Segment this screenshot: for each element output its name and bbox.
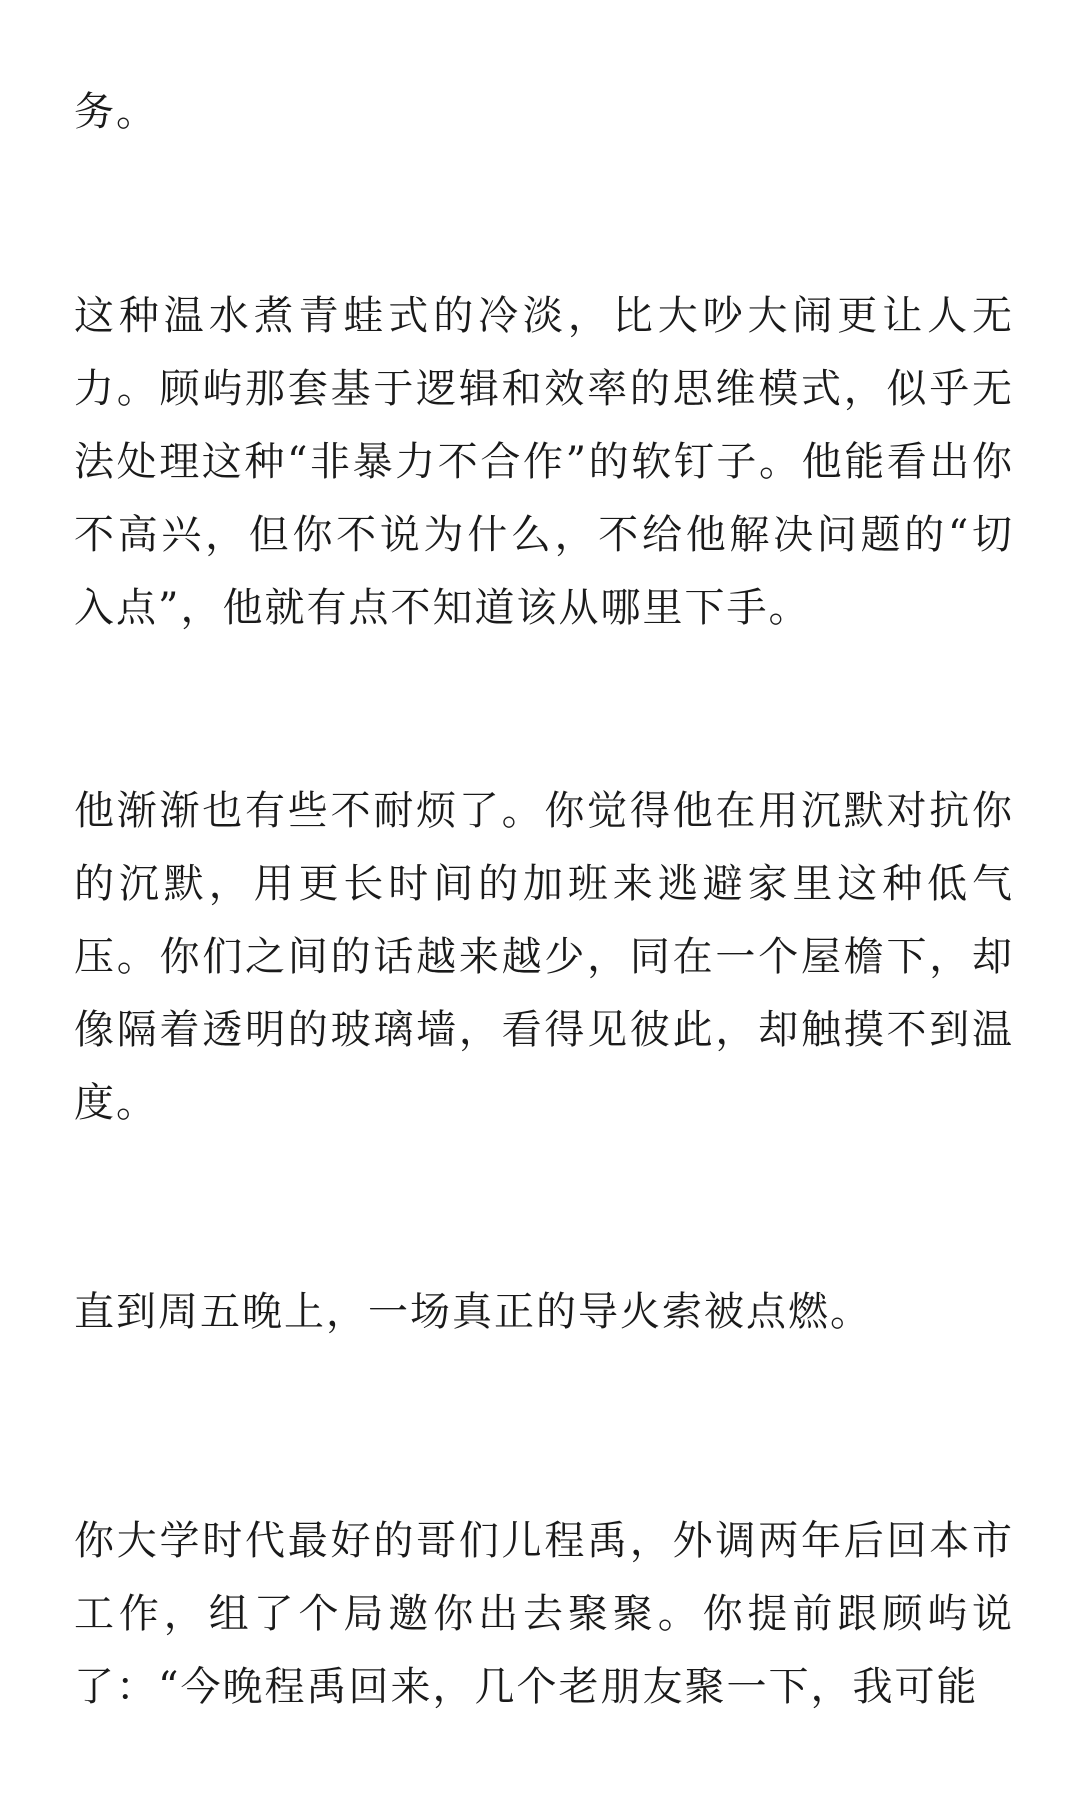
paragraph: 直到周五晚上，一场真正的导火索被点燃。 [74,1289,872,1335]
paragraph: 你大学时代最好的哥们儿程禹，外调两年后回本市工作，组了个局邀你出去聚聚。你提前跟顾屿说了：“今晚程禹回来，几个老朋友聚一下，我可能 [74,1518,1014,1710]
paragraph: 他渐渐也有些不耐烦了。你觉得他在用沉默对抗你的沉默，用更长时间的加班来逃避家里这种低气压。你们之间的话越来越少，同在一个屋檐下，却像隔着透明的玻璃墙，看得见彼此，却触摸不到温度。 [74,788,1014,1126]
paragraph: 这种温水煮青蛙式的冷淡，比大吵大闹更让人无力。顾屿那套基于逻辑和效率的思维模式，似乎无法处理这种“非暴力不合作”的软钉子。他能看出你不高兴，但你不说为什么，不给他解决问题的“切入点”，他就有点不知道该从哪里下手。 [74,293,1014,631]
paragraph: 务。 [74,89,158,135]
